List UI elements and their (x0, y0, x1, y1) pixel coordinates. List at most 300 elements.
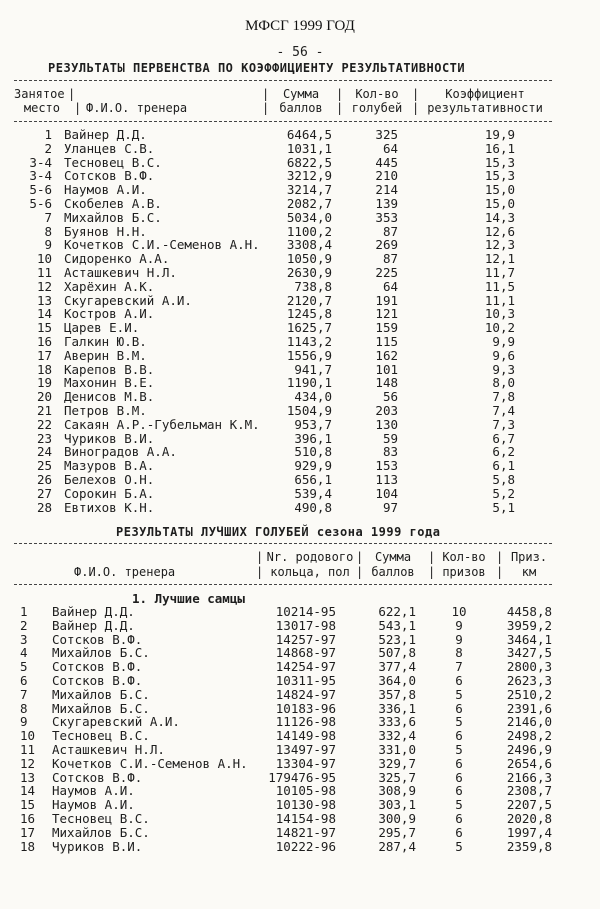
header-name: Ф.И.О. тренера (86, 101, 188, 115)
trainer-name-cell: Виноградов А.А. (64, 444, 177, 460)
ring-number-cell: 10105-98 (275, 783, 336, 799)
pigeon-count-cell: 59 (382, 430, 398, 446)
sum-points-cell: 364,0 (378, 673, 416, 688)
sum-points-cell: 2082,7 (286, 196, 332, 211)
place-cell: 23 (36, 430, 52, 446)
ring-number-cell: 10214-95 (275, 604, 336, 619)
pigeon-count-cell: 121 (375, 306, 398, 322)
sum-points-cell: 1050,9 (286, 251, 332, 267)
sum-points-cell: 295,7 (378, 824, 416, 840)
pigeon-count-cell: 269 (375, 237, 398, 253)
header-sum-line2: баллов (279, 101, 323, 115)
trainer-name-cell: Сотсков В.Ф. (52, 659, 143, 675)
ring-number-cell: 10311-95 (275, 673, 336, 688)
pigeon-count-cell: 325 (375, 127, 398, 142)
col-separator: | (336, 101, 344, 115)
header-ring-line2: кольца, пол (270, 565, 350, 579)
prize-km-cell: 2359,8 (506, 838, 552, 854)
place-cell: 3-4 (29, 154, 52, 170)
place-cell: 5-6 (29, 182, 52, 198)
trainer-name-cell: Сорокин Б.А. (64, 485, 155, 501)
table-row (0, 404, 600, 418)
trainer-name-cell: Аверин В.М. (64, 347, 147, 363)
place-cell: 13 (20, 769, 36, 785)
pigeon-count-cell: 203 (375, 403, 398, 418)
sum-points-cell: 3214,7 (286, 182, 332, 198)
place-cell: 7 (20, 686, 28, 702)
sum-points-cell: 539,4 (294, 485, 332, 501)
section2-rule-top (14, 543, 552, 544)
prize-km-cell: 1997,4 (506, 824, 552, 840)
header-sum-line2: баллов (371, 565, 415, 579)
place-cell: 17 (20, 824, 36, 840)
sum-points-cell: 510,8 (294, 444, 332, 460)
place-cell: 26 (36, 472, 52, 487)
trainer-name-cell: Наумов А.И. (52, 783, 135, 799)
ring-number-cell: 13497-97 (275, 742, 336, 757)
coefficient-cell: 8,0 (492, 375, 515, 391)
sum-points-cell: 377,4 (378, 659, 416, 675)
header-place-line2: место (23, 101, 60, 115)
coefficient-cell: 15,3 (484, 168, 515, 184)
place-cell: 11 (20, 742, 36, 757)
table-row (0, 840, 600, 854)
pigeon-count-cell: 159 (375, 320, 398, 336)
col-separator: | (412, 101, 420, 115)
trainer-name-cell: Скугаревский А.И. (52, 714, 180, 730)
place-cell: 4 (20, 645, 28, 661)
table-row (0, 280, 600, 294)
pigeon-count-cell: 148 (375, 375, 398, 391)
sum-points-cell: 332,4 (378, 728, 416, 744)
sum-points-cell: 656,1 (294, 472, 332, 487)
place-cell: 12 (36, 278, 52, 294)
prize-km-cell: 3464,1 (506, 631, 552, 647)
trainer-name-cell: Евтихов К.Н. (64, 499, 155, 515)
coefficient-cell: 12,3 (484, 237, 515, 253)
trainer-name-cell: Костров А.И. (64, 306, 155, 322)
place-cell: 12 (20, 755, 36, 771)
sum-points-cell: 325,7 (378, 769, 416, 785)
table-row (0, 688, 600, 702)
trainer-name-cell: Скугаревский А.И. (64, 292, 192, 308)
place-cell: 20 (36, 389, 52, 405)
prize-count-cell: 9 (455, 617, 463, 633)
section2-title: РЕЗУЛЬТАТЫ ЛУЧШИХ ГОЛУБЕЙ сезона 1999 года (116, 525, 441, 539)
sum-points-cell: 6822,5 (286, 154, 332, 170)
place-cell: 9 (44, 237, 52, 253)
pigeon-count-cell: 64 (382, 140, 398, 156)
col-separator: | (256, 550, 264, 564)
place-cell: 17 (36, 347, 52, 363)
pigeon-count-cell: 162 (375, 347, 398, 363)
place-cell: 5 (20, 659, 28, 675)
header-km-line1: Приз. (510, 550, 548, 564)
prize-count-cell: 6 (455, 728, 463, 744)
prize-count-cell: 6 (455, 755, 463, 771)
ring-number-cell: 10183-96 (275, 700, 336, 716)
place-cell: 2 (20, 617, 28, 633)
place-cell: 6 (20, 673, 28, 688)
prize-count-cell: 7 (455, 659, 463, 675)
header-sum-line1: Сумма (282, 87, 320, 101)
prize-km-cell: 2020,8 (506, 811, 552, 826)
col-separator: | (262, 87, 270, 101)
sum-points-cell: 300,9 (378, 811, 416, 826)
pigeon-count-cell: 153 (375, 458, 398, 474)
place-cell: 25 (36, 458, 52, 474)
col-separator: | (428, 550, 436, 564)
sum-points-cell: 523,1 (378, 631, 416, 647)
sum-points-cell: 333,6 (378, 714, 416, 730)
trainer-name-cell: Чуриков В.И. (52, 838, 143, 854)
sum-points-cell: 357,8 (378, 686, 416, 702)
sum-points-cell: 336,1 (378, 700, 416, 716)
coefficient-cell: 11,7 (484, 265, 515, 280)
coefficient-cell: 9,3 (492, 361, 515, 377)
pigeon-count-cell: 353 (375, 209, 398, 225)
trainer-name-cell: Михайлов Б.С. (52, 700, 150, 716)
sum-points-cell: 2630,9 (286, 265, 332, 280)
pigeon-count-cell: 87 (382, 223, 398, 239)
ring-number-cell: 13304-97 (275, 755, 336, 771)
section1-rule-top (14, 80, 552, 81)
trainer-name-cell: Кочетков С.И.-Семенов А.Н. (52, 755, 248, 771)
col-separator: | (496, 565, 504, 579)
coefficient-cell: 6,7 (492, 430, 515, 446)
ring-number-cell: 10130-98 (275, 797, 336, 813)
col-separator: | (256, 565, 264, 579)
pigeon-count-cell: 130 (375, 416, 398, 432)
prize-km-cell: 3427,5 (506, 645, 552, 661)
sum-points-cell: 331,0 (378, 742, 416, 757)
place-cell: 15 (36, 320, 52, 336)
place-cell: 9 (20, 714, 28, 730)
header-sum-line1: Сумма (374, 550, 412, 564)
trainer-name-cell: Кочетков С.И.-Семенов А.Н. (64, 237, 260, 253)
table-row (0, 211, 600, 225)
table-row (0, 743, 600, 757)
trainer-name-cell: Вайнер Д.Д. (52, 604, 135, 619)
sum-points-cell: 1031,1 (286, 140, 332, 156)
col-separator: | (496, 550, 504, 564)
table-row (0, 128, 600, 142)
prize-km-cell: 2166,3 (506, 769, 552, 785)
trainer-name-cell: Белехов О.Н. (64, 472, 155, 487)
sum-points-cell: 1245,8 (286, 306, 332, 322)
trainer-name-cell: Наумов А.И. (64, 182, 147, 198)
place-cell: 16 (36, 334, 52, 349)
col-separator: | (356, 565, 364, 579)
sum-points-cell: 329,7 (378, 755, 416, 771)
coefficient-cell: 15,0 (484, 182, 515, 198)
place-cell: 15 (20, 797, 36, 813)
pigeon-count-cell: 191 (375, 292, 398, 308)
prize-count-cell: 9 (455, 631, 463, 647)
ring-number-cell: 14824-97 (275, 686, 336, 702)
trainer-name-cell: Галкин Ю.В. (64, 334, 147, 349)
trainer-name-cell: Скобелев А.В. (64, 196, 162, 211)
place-cell: 14 (36, 306, 52, 322)
sum-points-cell: 6464,5 (286, 127, 332, 142)
place-cell: 11 (36, 265, 52, 280)
sum-points-cell: 1556,9 (286, 347, 332, 363)
table-row (0, 812, 600, 826)
prize-km-cell: 4458,8 (506, 604, 552, 619)
prize-km-cell: 2207,5 (506, 797, 552, 813)
place-cell: 13 (36, 292, 52, 308)
table-row (0, 501, 600, 515)
ring-number-cell: 14149-98 (275, 728, 336, 744)
trainer-name-cell: Тесновец В.С. (52, 811, 150, 826)
prize-count-cell: 8 (455, 645, 463, 661)
pigeon-count-cell: 214 (375, 182, 398, 198)
sum-points-cell: 1625,7 (286, 320, 332, 336)
place-cell: 24 (36, 444, 52, 460)
pigeon-count-cell: 115 (375, 334, 398, 349)
prize-km-cell: 2800,3 (506, 659, 552, 675)
trainer-name-cell: Буянов Н.Н. (64, 223, 147, 239)
coefficient-cell: 7,3 (492, 416, 515, 432)
sum-points-cell: 3308,4 (286, 237, 332, 253)
coefficient-cell: 7,8 (492, 389, 515, 405)
trainer-name-cell: Карепов В.В. (64, 361, 155, 377)
col-separator: | (68, 87, 76, 101)
coefficient-cell: 16,1 (484, 140, 515, 156)
sum-points-cell: 434,0 (294, 389, 332, 405)
pigeon-count-cell: 83 (382, 444, 398, 460)
coefficient-cell: 5,8 (492, 472, 515, 487)
place-cell: 8 (20, 700, 28, 716)
place-cell: 1 (20, 604, 28, 619)
coefficient-cell: 10,3 (484, 306, 515, 322)
trainer-name-cell: Мазуров В.А. (64, 458, 155, 474)
trainer-name-cell: Махонин В.Е. (64, 375, 155, 391)
coefficient-cell: 15,0 (484, 196, 515, 211)
prize-km-cell: 2308,7 (506, 783, 552, 799)
trainer-name-cell: Асташкевич Н.Л. (52, 742, 165, 757)
prize-km-cell: 2498,2 (506, 728, 552, 744)
sum-points-cell: 5034,0 (286, 209, 332, 225)
pigeon-count-cell: 113 (375, 472, 398, 487)
ring-number-cell: 10222-96 (275, 838, 336, 854)
sum-points-cell: 738,8 (294, 278, 332, 294)
header-km-line2: км (521, 565, 537, 579)
col-separator: | (262, 101, 270, 115)
prize-km-cell: 3959,2 (506, 617, 552, 633)
header-ring-line1: Nr. родового (266, 550, 354, 564)
ring-number-cell: 14257-97 (275, 631, 336, 647)
prize-km-cell: 2623,3 (506, 673, 552, 688)
pigeon-count-cell: 225 (375, 265, 398, 280)
prize-count-cell: 6 (455, 700, 463, 716)
place-cell: 2 (44, 140, 52, 156)
prize-km-cell: 2146,0 (506, 714, 552, 730)
trainer-name-cell: Михайлов Б.С. (52, 645, 150, 661)
prize-count-cell: 5 (455, 686, 463, 702)
trainer-name-cell: Чуриков В.И. (64, 430, 155, 446)
coefficient-cell: 5,2 (492, 485, 515, 501)
place-cell: 3-4 (29, 168, 52, 184)
place-cell: 14 (20, 783, 36, 799)
sum-points-cell: 507,8 (378, 645, 416, 661)
pigeon-count-cell: 101 (375, 361, 398, 377)
coefficient-cell: 6,1 (492, 458, 515, 474)
sum-points-cell: 303,1 (378, 797, 416, 813)
prize-count-cell: 6 (455, 783, 463, 799)
place-cell: 10 (36, 251, 52, 267)
prize-count-cell: 5 (455, 797, 463, 813)
table-row (0, 418, 600, 432)
prize-count-cell: 6 (455, 673, 463, 688)
table-row (0, 605, 600, 619)
prize-km-cell: 2510,2 (506, 686, 552, 702)
table-row (0, 197, 600, 211)
table-row (0, 619, 600, 633)
sum-points-cell: 396,1 (294, 430, 332, 446)
trainer-name-cell: Вайнер Д.Д. (64, 127, 147, 142)
pigeon-count-cell: 56 (382, 389, 398, 405)
header-place-line1: Занятое (14, 87, 65, 101)
trainer-name-cell: Денисов М.В. (64, 389, 155, 405)
table-row (0, 487, 600, 501)
place-cell: 1 (44, 127, 52, 142)
trainer-name-cell: Петров В.М. (64, 403, 147, 418)
place-cell: 3 (20, 631, 28, 647)
sum-points-cell: 1100,2 (286, 223, 332, 239)
place-cell: 10 (20, 728, 36, 744)
place-cell: 27 (36, 485, 52, 501)
trainer-name-cell: Сакаян А.Р.-Губельман К.М. (64, 416, 260, 432)
trainer-name-cell: Михайлов Б.С. (52, 824, 150, 840)
pigeon-count-cell: 104 (375, 485, 398, 501)
pigeon-count-cell: 210 (375, 168, 398, 184)
trainer-name-cell: Харёхин А.К. (64, 278, 155, 294)
trainer-name-cell: Михайлов Б.С. (52, 686, 150, 702)
trainer-name-cell: Сотсков В.Ф. (52, 673, 143, 688)
coefficient-cell: 9,6 (492, 347, 515, 363)
sum-points-cell: 941,7 (294, 361, 332, 377)
trainer-name-cell: Наумов А.И. (52, 797, 135, 813)
prize-count-cell: 6 (455, 811, 463, 826)
place-cell: 28 (36, 499, 52, 515)
section1-title: РЕЗУЛЬТАТЫ ПЕРВЕНСТВА ПО КОЭФФИЦИЕНТУ РЕЗУЛЬТАТИВНОСТИ (48, 61, 466, 75)
trainer-name-cell: Вайнер Д.Д. (52, 617, 135, 633)
coefficient-cell: 7,4 (492, 403, 515, 418)
sum-points-cell: 1190,1 (286, 375, 332, 391)
ring-number-cell: 11126-98 (275, 714, 336, 730)
sum-points-cell: 3212,9 (286, 168, 332, 184)
pigeon-count-cell: 445 (375, 154, 398, 170)
place-cell: 22 (36, 416, 52, 432)
place-cell: 16 (20, 811, 36, 826)
table-row (0, 266, 600, 280)
place-cell: 7 (44, 209, 52, 225)
ring-number-cell: 14821-97 (275, 824, 336, 840)
col-separator: | (74, 101, 82, 115)
place-cell: 8 (44, 223, 52, 239)
col-separator: | (412, 87, 420, 101)
coefficient-cell: 12,6 (484, 223, 515, 239)
coefficient-cell: 19,9 (484, 127, 515, 142)
col-separator: | (336, 87, 344, 101)
table-row (0, 142, 600, 156)
prize-km-cell: 2654,6 (506, 755, 552, 771)
coefficient-cell: 9,9 (492, 334, 515, 349)
prize-count-cell: 5 (455, 714, 463, 730)
place-cell: 18 (20, 838, 36, 854)
trainer-name-cell: Уланцев С.В. (64, 140, 155, 156)
section2-rule-header (14, 584, 552, 585)
trainer-name-cell: Сотсков В.Ф. (64, 168, 155, 184)
coefficient-cell: 10,2 (484, 320, 515, 336)
sum-points-cell: 622,1 (378, 604, 416, 619)
prize-km-cell: 2496,9 (506, 742, 552, 757)
table-row (0, 335, 600, 349)
sum-points-cell: 490,8 (294, 499, 332, 515)
place-cell: 18 (36, 361, 52, 377)
trainer-name-cell: Царев Е.И. (64, 320, 140, 336)
page-number: - 56 - (276, 45, 324, 60)
section1-rule-header (14, 121, 552, 122)
coefficient-cell: 5,1 (492, 499, 515, 515)
coefficient-cell: 11,1 (484, 292, 515, 308)
table-row (0, 826, 600, 840)
document-title: МФСГ 1999 ГОД (245, 18, 355, 34)
prize-count-cell: 5 (455, 742, 463, 757)
prize-count-cell: 6 (455, 769, 463, 785)
trainer-name-cell: Сотсков В.Ф. (52, 769, 143, 785)
best-males-subheading: 1. Лучшие самцы (132, 591, 245, 606)
coefficient-cell: 11,5 (484, 278, 515, 294)
header-count-line1: Кол-во (355, 87, 399, 101)
ring-number-cell: 179476-95 (268, 769, 336, 785)
ring-number-cell: 14868-97 (275, 645, 336, 661)
ring-number-cell: 14254-97 (275, 659, 336, 675)
header-coef-line2: результативности (427, 101, 543, 115)
coefficient-cell: 6,2 (492, 444, 515, 460)
place-cell: 5-6 (29, 196, 52, 211)
trainer-name-cell: Тесновец В.С. (52, 728, 150, 744)
pigeon-count-cell: 64 (382, 278, 398, 294)
coefficient-cell: 14,3 (484, 209, 515, 225)
ring-number-cell: 14154-98 (275, 811, 336, 826)
trainer-name-cell: Михайлов Б.С. (64, 209, 162, 225)
pigeon-count-cell: 139 (375, 196, 398, 211)
coefficient-cell: 12,1 (484, 251, 515, 267)
table-row (0, 473, 600, 487)
header-priz-line2: призов (442, 565, 486, 579)
trainer-name-cell: Сидоренко А.А. (64, 251, 170, 267)
trainer-name-cell: Тесновец В.С. (64, 154, 162, 170)
sum-points-cell: 953,7 (294, 416, 332, 432)
prize-count-cell: 10 (451, 604, 467, 619)
sum-points-cell: 308,9 (378, 783, 416, 799)
trainer-name-cell: Асташкевич Н.Л. (64, 265, 177, 280)
sum-points-cell: 1504,9 (286, 403, 332, 418)
sum-points-cell: 929,9 (294, 458, 332, 474)
header-priz-line1: Кол-во (442, 550, 486, 564)
prize-count-cell: 6 (455, 824, 463, 840)
sum-points-cell: 543,1 (378, 617, 416, 633)
prize-km-cell: 2391,6 (506, 700, 552, 716)
pigeon-count-cell: 97 (382, 499, 398, 515)
table-row (0, 349, 600, 363)
header-name: Ф.И.О. тренера (74, 565, 176, 579)
table-row (0, 757, 600, 771)
place-cell: 19 (36, 375, 52, 391)
place-cell: 21 (36, 403, 52, 418)
